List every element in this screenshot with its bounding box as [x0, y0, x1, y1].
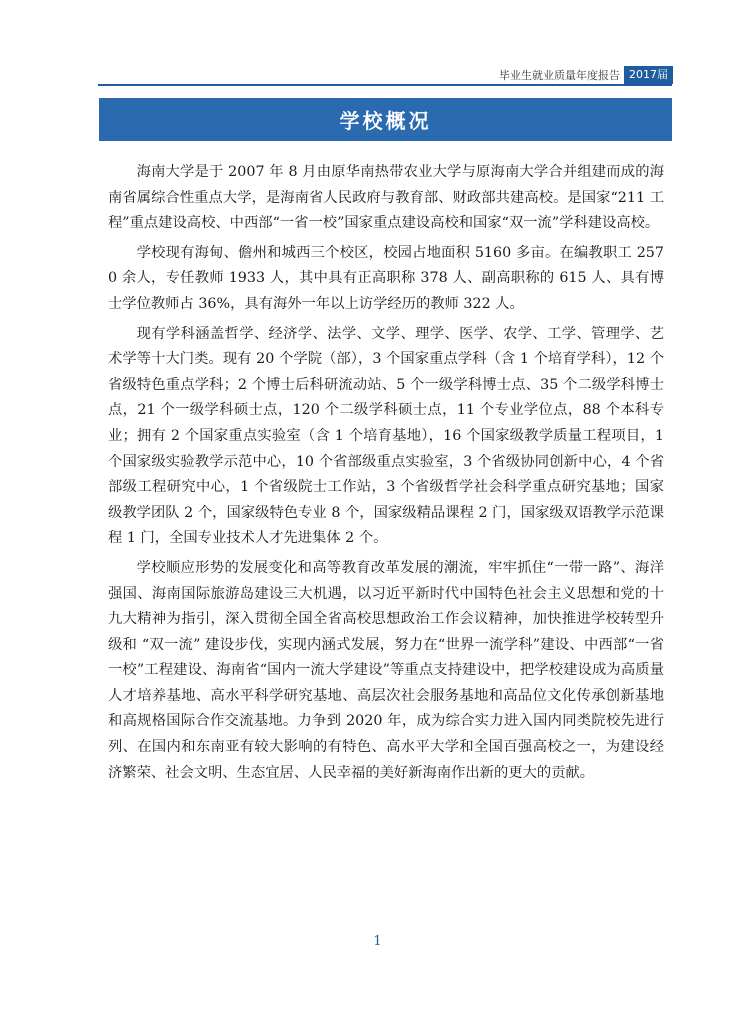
page-number: 1	[373, 934, 382, 949]
section-title-banner	[99, 98, 672, 141]
paragraph-intro: 海南大学是于 2007 年 8 月由原华南热带农业大学与原海南大学合并组建而成的海南省属综合性重点大学，是海南省人民政府与教育部、财政部共建高校。是国家“211 工程”重点建设高校、中西部“一省一校”国家重点建设高校和国家“双一流”学科建设高校。	[108, 164, 664, 232]
paragraph-development: 学校顺应形势的发展变化和高等教育改革发展的潮流，牢牢抓住“一带一路”、海洋强国、海南国际旅游岛建设三大机遇，以习近平新时代中国特色社会主义思想和党的十九大精神为指引，深入贯彻全国全省高校思想政治工作会议精神，加快推进学校转型升级和 “双一流” 建设步伐，实现内涵式发展，努力在“世界一流学科”建设、中西部“一省一校”工程建设、海南省“国内一流大学建设”等重点支持建设中，把学校建设成为高质量人才培养基地、高水平科学研究基地、高层次社会服务基地和高品位文化传承创新基地和高规格国际合作交流基地。力争到 2020 年，成为综合实力进入国内同类院校先进行列、在国内和东南亚有较大影响的有特色、高水平大学和全国百强高校之一，为建设经济繁荣、社会文明、生态宜居、人民幸福的美好新海南作出新的更大的贡献。	[108, 559, 664, 781]
report-title: 毕业生就业质量年度报告	[499, 69, 620, 82]
running-header	[499, 66, 673, 84]
paragraph-campus: 学校现有海甸、儋州和城西三个校区，校园占地面积 5160 多亩。在编教职工 2570 余人，专任教师 1933 人，其中具有正高职称 378 人、副高职称的 615 人、具有博士学位教师占 36%，具有海外一年以上访学经历的教师 322 人。	[108, 244, 664, 312]
paragraph-disciplines: 现有学科涵盖哲学、经济学、法学、文学、理学、医学、农学、工学、管理学、艺术学等十大门类。现有 20 个学院（部），3 个国家重点学科（含 1 个培育学科），12 个省级特色重点学科；2 个博士后科研流动站、5 个一级学科博士点、35 个二级学科博士点，21 个一级学科硕士点，120 个二级学科硕士点，11 个专业学位点，88 个本科专业；拥有 2 个国家重点实验室（含 1 个培育基地），16 个国家级教学质量工程项目，1 个国家级实验教学示范中心，10 个省部级重点实验室，3 个省级协同创新中心，4 个省部级工程研究中心，1 个省级院士工作站，3 个省级哲学社会科学重点研究基地；国家级教学团队 2 个，国家级特色专业 8 个，国家级精品课程 2 门，国家级双语教学示范课程 1 门，全国专业技术人才先进集体 2 个。	[108, 325, 664, 547]
header-divider	[98, 84, 672, 86]
section-title: 学校概况	[339, 109, 432, 133]
year-badge: 2017届	[624, 66, 673, 84]
body-text	[108, 160, 664, 790]
